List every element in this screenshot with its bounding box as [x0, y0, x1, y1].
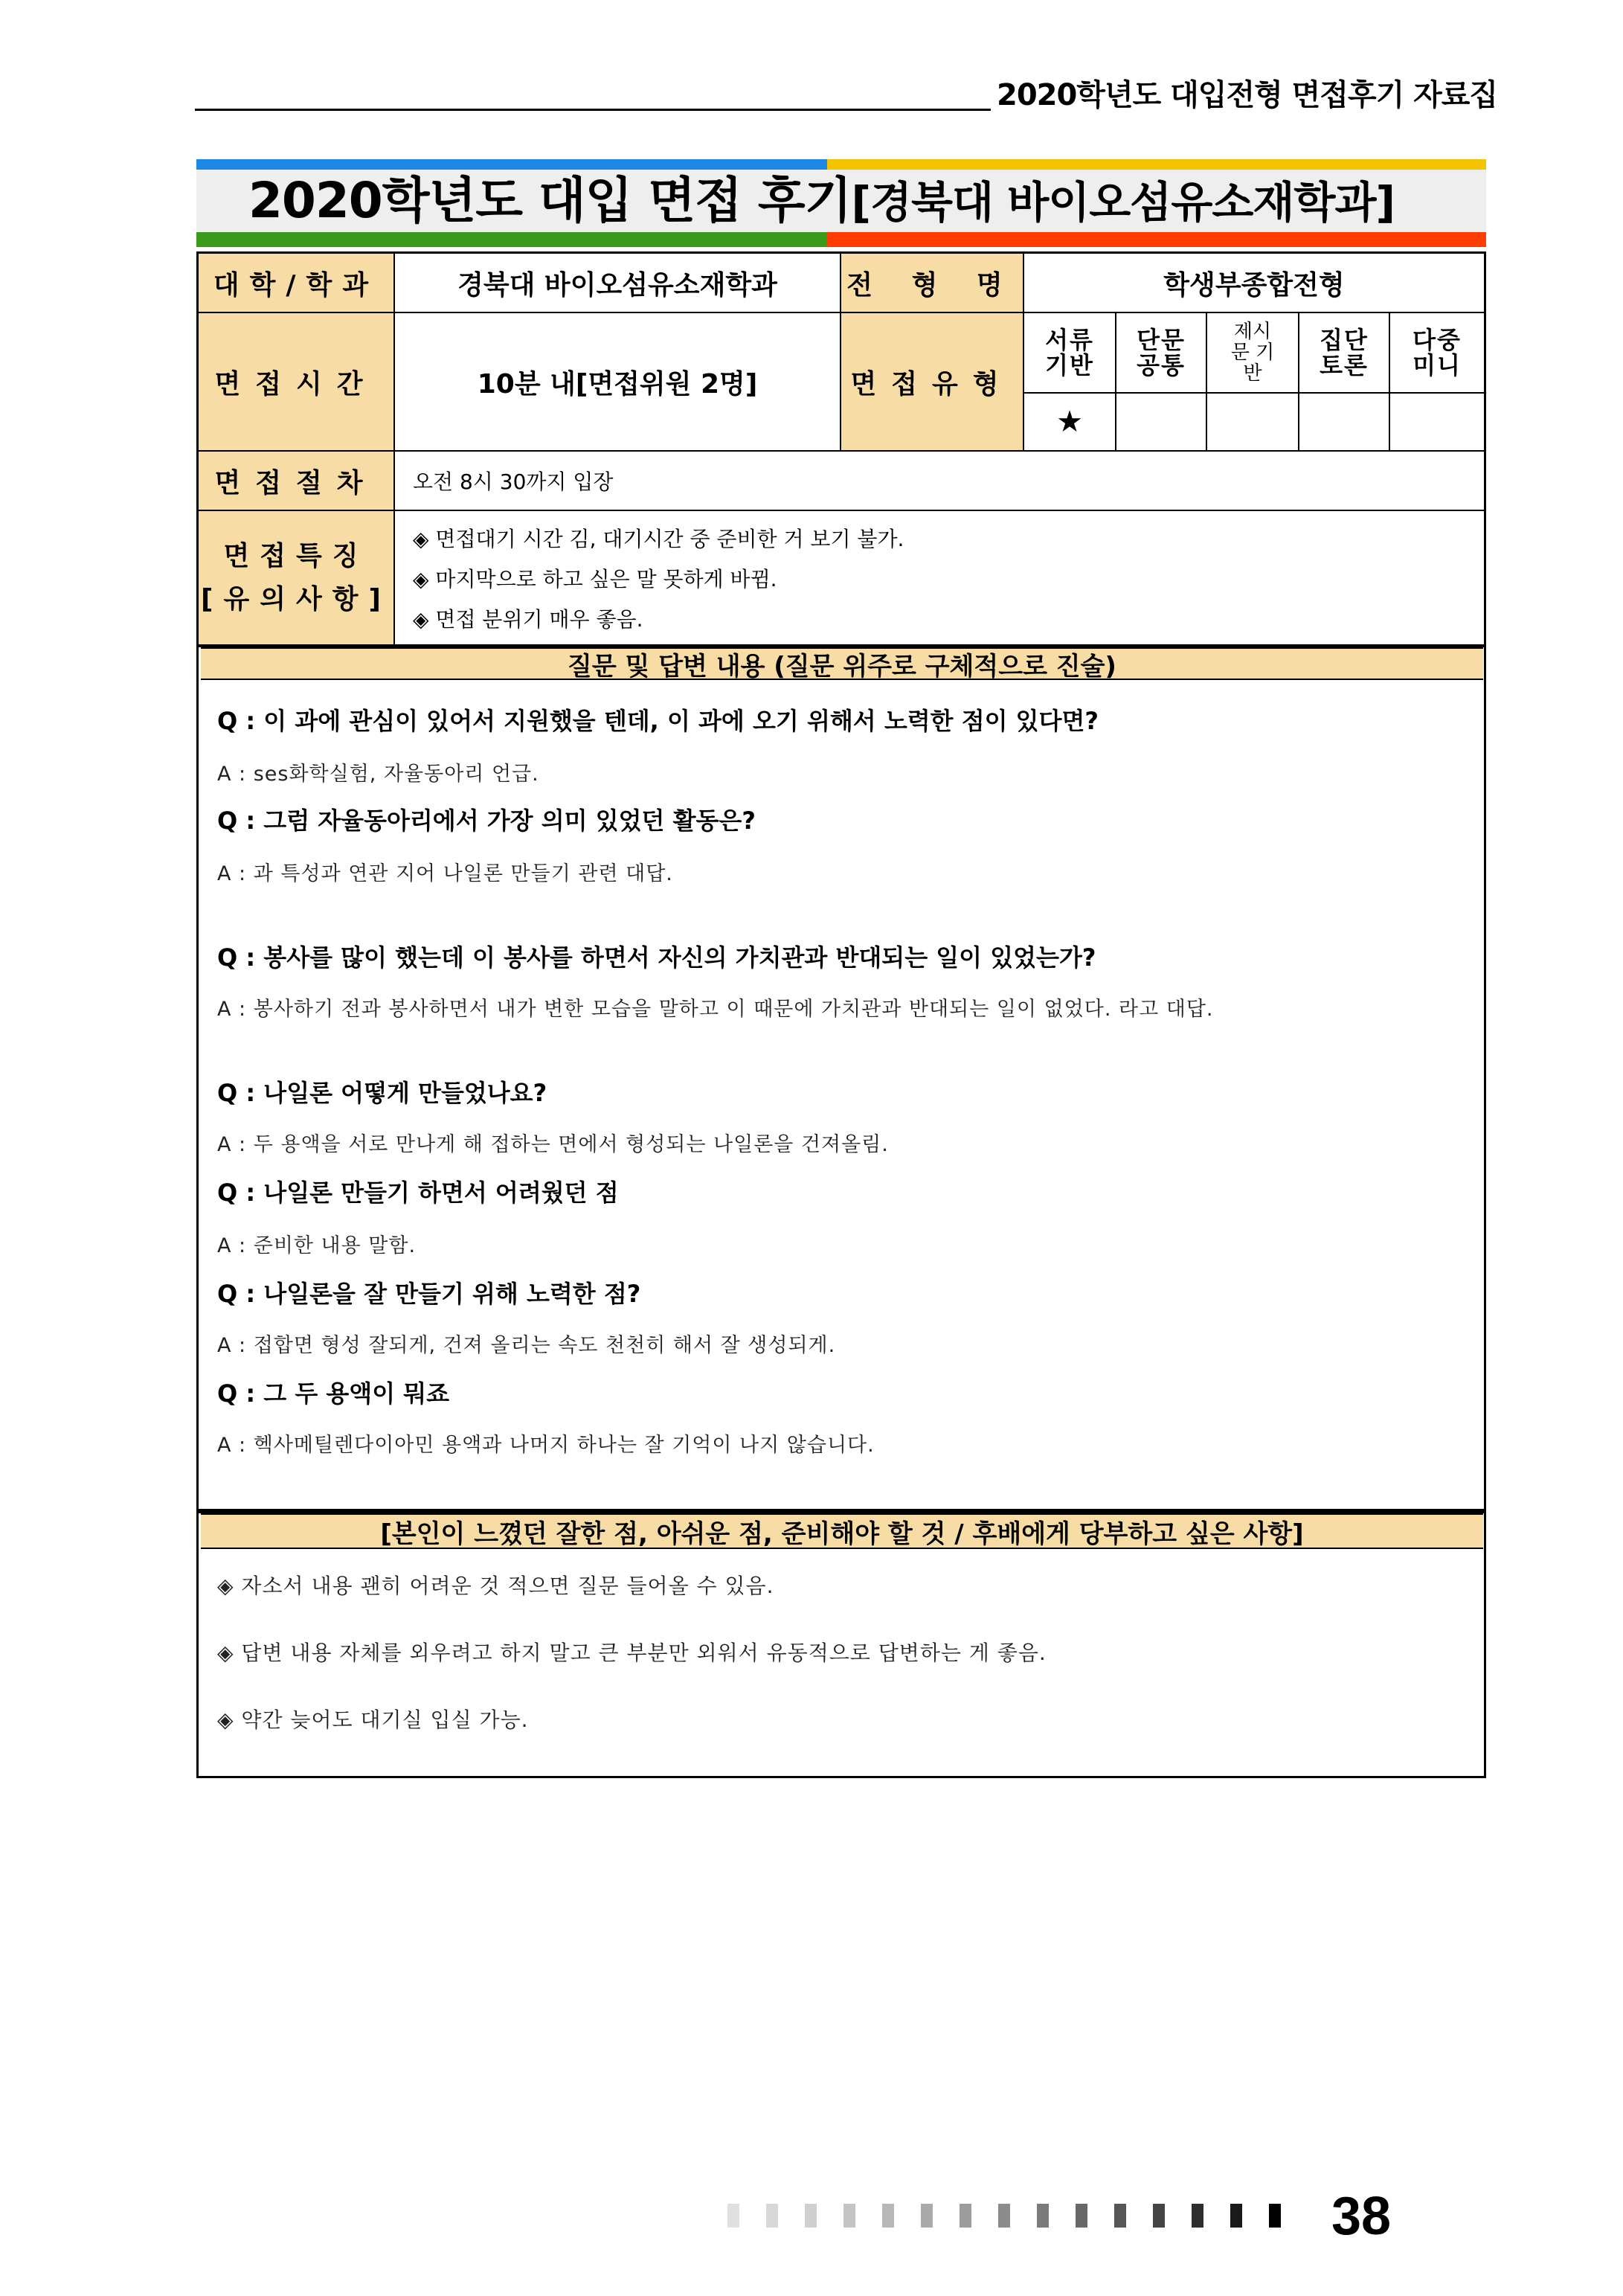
title-banner — [196, 159, 1486, 247]
tip-item: ◈ 약간 늦어도 대기실 입실 가능. — [217, 1707, 529, 1732]
pager-bar — [921, 2204, 933, 2228]
answer: A : ses화학실험, 자율동아리 언급. — [217, 763, 539, 786]
pager-bar — [1153, 2204, 1165, 2228]
banner-stripe-green — [196, 232, 827, 247]
answer: A : 준비한 내용 말함. — [217, 1234, 417, 1257]
proc-label: 면접절차 — [199, 452, 395, 511]
pager-bar — [1076, 2204, 1087, 2228]
pager-bar — [998, 2204, 1010, 2228]
answer: A : 두 용액을 서로 만나게 해 접하는 면에서 형성되는 나일론을 건져올림. — [217, 1133, 889, 1156]
univ-value: 경북대 바이오섬유소재학과 — [395, 254, 841, 313]
page-title — [248, 170, 1395, 232]
title-main: 2020학년도 대입 면접 후기 — [248, 172, 852, 229]
question: Q : 나일론 만들기 하면서 어려웠던 점 — [217, 1179, 619, 1207]
style-short-common-mark — [1116, 394, 1207, 452]
style-passage: 제시문 기반 — [1207, 313, 1299, 394]
pager-bar — [805, 2204, 817, 2228]
pager-bar — [843, 2204, 855, 2228]
question: Q : 나일론 어떻게 만들었나요? — [217, 1079, 547, 1107]
question: Q : 그 두 용액이 뭐죠 — [217, 1379, 450, 1408]
question: Q : 그럼 자율동아리에서 가장 의미 있었던 활동은? — [217, 807, 756, 835]
pager-bar — [727, 2204, 739, 2228]
proc-value: 오전 8시 30까지 입장 — [395, 452, 1484, 511]
info-table — [196, 251, 1486, 647]
type-label: 전 형 명 — [841, 254, 1024, 313]
banner-stripe-yellow — [827, 159, 1486, 170]
page-number: 38 — [1331, 2187, 1392, 2246]
answer: A : 접합면 형성 잘되게, 건져 올리는 속도 천천히 해서 잘 생성되게. — [217, 1334, 836, 1357]
style-label: 면접유형 — [841, 313, 1024, 452]
header-rule — [195, 109, 991, 111]
feature-item: ◈ 면접대기 시간 김, 대기시간 중 준비한 거 보기 불가. — [413, 527, 904, 551]
pager-bar — [960, 2204, 971, 2228]
pager-bar — [1269, 2204, 1281, 2228]
pager-bar — [1114, 2204, 1126, 2228]
feat-label-line2: [유의사항] — [200, 584, 391, 615]
univ-label: 대학/학과 — [199, 254, 395, 313]
style-group-discussion-mark — [1299, 394, 1390, 452]
answer: A : 헥사메틸렌다이아민 용액과 나머지 하나는 잘 기억이 나지 않습니다. — [217, 1434, 875, 1457]
banner-stripe-red — [827, 232, 1486, 247]
feature-item: ◈ 마지막으로 하고 싶은 말 못하게 바뀜. — [413, 567, 777, 591]
tips-section-title: [본인이 느꼈던 잘한 점, 아쉬운 점, 준비해야 할 것 / 후배에게 당부하고 싶은 사항] — [201, 1513, 1483, 1549]
feat-label — [199, 511, 395, 645]
style-document: 서류 기반 — [1024, 313, 1116, 394]
question: Q : 나일론을 잘 만들기 위해 노력한 점? — [217, 1280, 641, 1308]
type-value: 학생부종합전형 — [1024, 254, 1484, 313]
style-short-common: 단문 공통 — [1116, 313, 1207, 394]
qa-section-title: 질문 및 답변 내용 (질문 위주로 구체적으로 진술) — [201, 647, 1483, 680]
answer: A : 봉사하기 전과 봉사하면서 내가 변한 모습을 말하고 이 때문에 가치관과 반대되는 일이 없었다. 라고 대답. — [217, 998, 1214, 1021]
pager-bar — [766, 2204, 778, 2228]
feat-label-line1: 면접특징 — [223, 541, 369, 571]
feat-notes — [395, 511, 1484, 645]
tip-item: ◈ 답변 내용 자체를 외우려고 하지 말고 큰 부분만 외워서 유동적으로 답변하는 게 좋음. — [217, 1641, 1047, 1665]
running-title: 2020학년도 대입전형 면접후기 자료집 — [997, 78, 1498, 112]
pager-bar — [882, 2204, 894, 2228]
pager-bar — [1230, 2204, 1242, 2228]
question: Q : 이 과에 관심이 있어서 지원했을 텐데, 이 과에 오기 위해서 노력한 점이 있다면? — [217, 707, 1099, 735]
style-mmi-mark — [1390, 394, 1484, 452]
feature-item: ◈ 면접 분위기 매우 좋음. — [413, 607, 643, 632]
banner-stripe-blue — [196, 159, 827, 170]
time-value: 10분 내[면접위원 2명] — [395, 313, 841, 452]
time-label: 면접시간 — [199, 313, 395, 452]
answer: A : 과 특성과 연관 지어 나일론 만들기 관련 대답. — [217, 862, 673, 885]
pager-bar — [1037, 2204, 1049, 2228]
style-document-mark: ★ — [1024, 394, 1116, 452]
tip-item: ◈ 자소서 내용 괜히 어려운 것 적으면 질문 들어올 수 있음. — [217, 1574, 774, 1598]
pager-bar — [1192, 2204, 1203, 2228]
style-group-discussion: 집단 토론 — [1299, 313, 1390, 394]
style-passage-mark — [1207, 394, 1299, 452]
style-mmi: 다중 미니 — [1390, 313, 1484, 394]
question: Q : 봉사를 많이 했는데 이 봉사를 하면서 자신의 가치관과 반대되는 일이 있었는가? — [217, 943, 1096, 972]
title-dept: [경북대 바이오섬유소재학과] — [851, 177, 1395, 228]
